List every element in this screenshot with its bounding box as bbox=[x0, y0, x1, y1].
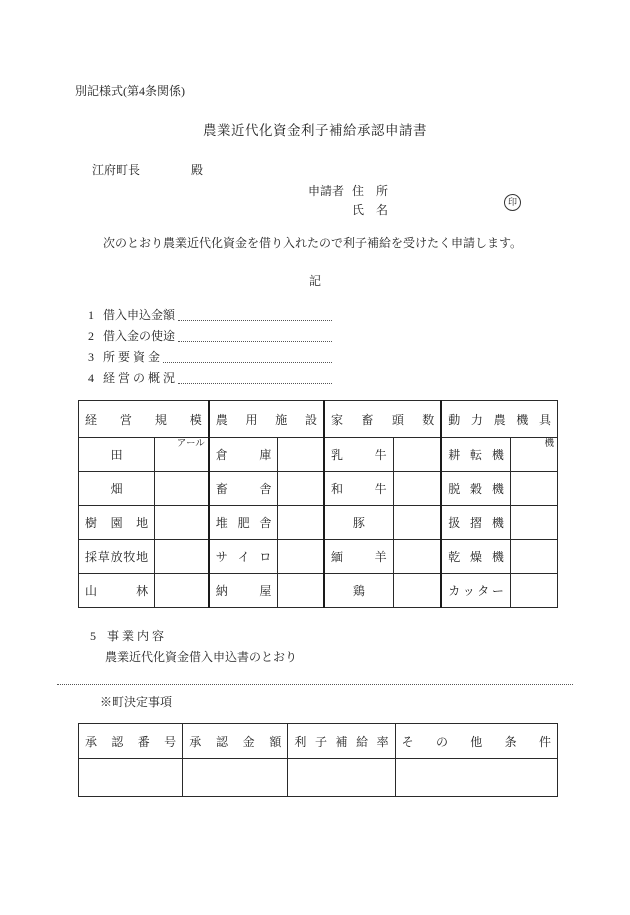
label-barn: 畜 舎 bbox=[209, 472, 278, 506]
value-chicken bbox=[393, 574, 441, 608]
applicant-name-label: 氏 名 bbox=[352, 203, 389, 217]
value-silo bbox=[278, 540, 324, 574]
value-approval-number bbox=[79, 759, 183, 797]
value-barn bbox=[278, 472, 324, 506]
dotted-leader bbox=[178, 382, 332, 384]
applicant-address-label: 住 所 bbox=[352, 184, 389, 198]
item-number: 4 bbox=[88, 371, 94, 385]
label-huller: 扱 摺 機 bbox=[441, 506, 510, 540]
item-label: 借入金の使途 bbox=[103, 329, 176, 343]
label-field: 畑 bbox=[79, 472, 155, 506]
value-field bbox=[155, 472, 209, 506]
section5-label: 事 業 内 容 bbox=[107, 629, 165, 643]
table-header-row bbox=[79, 401, 558, 438]
header-management-scale: 経 営 規 模 bbox=[79, 401, 209, 438]
header-farm-facilities: 農 用 施 設 bbox=[209, 401, 324, 438]
header-approval-number: 承 認 番 号 bbox=[79, 724, 183, 759]
item-label: 借入申込金額 bbox=[103, 308, 176, 322]
value-compost-shed bbox=[278, 506, 324, 540]
header-other-conditions: そ の 他 条 件 bbox=[395, 724, 557, 759]
value-pig bbox=[393, 506, 441, 540]
applicant-address-line bbox=[308, 182, 388, 199]
table-row bbox=[79, 472, 558, 506]
unit-are: アール bbox=[176, 439, 205, 449]
town-approval-table bbox=[78, 723, 558, 797]
value-thresher bbox=[510, 472, 557, 506]
section5-number: 5 bbox=[90, 629, 96, 643]
approval-header-row bbox=[79, 724, 558, 759]
applicant-label: 申請者 bbox=[308, 184, 345, 198]
value-huller bbox=[510, 506, 557, 540]
list-item-management-overview bbox=[88, 369, 332, 386]
label-thresher: 脱 穀 機 bbox=[441, 472, 510, 506]
header-interest-subsidy-rate: 利 子 補 給 率 bbox=[288, 724, 395, 759]
item-number: 2 bbox=[88, 329, 94, 343]
approval-value-row bbox=[79, 759, 558, 797]
label-warehouse: 倉 庫 bbox=[209, 438, 278, 472]
section5-heading bbox=[90, 627, 164, 644]
label-chicken: 鶏 bbox=[324, 574, 393, 608]
value-tiller bbox=[510, 438, 557, 472]
header-approval-amount: 承 認 金 額 bbox=[183, 724, 288, 759]
value-cutter bbox=[510, 574, 557, 608]
inkan-seal-icon: 印 bbox=[504, 194, 521, 211]
dotted-leader bbox=[178, 319, 332, 321]
item-label: 所 要 資 金 bbox=[103, 350, 161, 364]
form-style-note: 別記様式(第4条関係) bbox=[75, 84, 185, 98]
value-approval-amount bbox=[183, 759, 288, 797]
addressee-line bbox=[92, 161, 203, 178]
table-row bbox=[79, 438, 558, 472]
value-dairy-cattle bbox=[393, 438, 441, 472]
addressee-honorific: 殿 bbox=[191, 163, 204, 177]
label-tiller: 耕 転 機 bbox=[441, 438, 510, 472]
section5-content: 農業近代化資金借入申込書のとおり bbox=[105, 650, 298, 664]
list-item-loan-purpose bbox=[88, 327, 332, 344]
document-title: 農業近代化資金利子補給承認申請書 bbox=[203, 123, 427, 138]
item-number: 1 bbox=[88, 308, 94, 322]
label-dairy-cattle: 乳 牛 bbox=[324, 438, 393, 472]
label-orchard: 樹 園 地 bbox=[79, 506, 155, 540]
value-dryer bbox=[510, 540, 557, 574]
dotted-leader bbox=[163, 361, 332, 363]
label-forest: 山 林 bbox=[79, 574, 155, 608]
ki-heading: 記 bbox=[308, 274, 321, 288]
value-forest bbox=[155, 574, 209, 608]
table-row bbox=[79, 540, 558, 574]
label-wagyu: 和 牛 bbox=[324, 472, 393, 506]
value-interest-subsidy-rate bbox=[288, 759, 395, 797]
value-sheep bbox=[393, 540, 441, 574]
value-other-conditions bbox=[395, 759, 557, 797]
value-grazing-land bbox=[155, 540, 209, 574]
label-compost-shed: 堆 肥 舎 bbox=[209, 506, 278, 540]
header-powered-machinery: 動 力 農 機 具 bbox=[441, 401, 557, 438]
label-grazing-land: 採 草 放 牧 地 bbox=[79, 540, 155, 574]
label-sheep: 緬 羊 bbox=[324, 540, 393, 574]
value-wagyu bbox=[393, 472, 441, 506]
body-statement: 次のとおり農業近代化資金を借り入れたので利子補給を受けたく申請します。 bbox=[103, 236, 523, 250]
label-silo: サ イ ロ bbox=[209, 540, 278, 574]
management-overview-table bbox=[78, 400, 558, 608]
addressee-name: 江府町長 bbox=[92, 163, 141, 177]
label-cutter: カ ッ タ ー bbox=[441, 574, 510, 608]
value-orchard bbox=[155, 506, 209, 540]
label-shed: 納 屋 bbox=[209, 574, 278, 608]
item-number: 3 bbox=[88, 350, 94, 364]
header-livestock-count: 家 畜 頭 数 bbox=[324, 401, 441, 438]
cutoff-dotted-rule bbox=[57, 684, 573, 685]
label-paddy: 田 bbox=[79, 438, 155, 472]
list-item-required-funds bbox=[88, 348, 332, 365]
label-pig: 豚 bbox=[324, 506, 393, 540]
value-paddy bbox=[155, 438, 209, 472]
list-item-loan-amount bbox=[88, 306, 332, 323]
label-dryer: 乾 燥 機 bbox=[441, 540, 510, 574]
value-shed bbox=[278, 574, 324, 608]
dotted-leader bbox=[178, 340, 332, 342]
table-row bbox=[79, 574, 558, 608]
unit-machine: 機 bbox=[544, 439, 554, 449]
table-row bbox=[79, 506, 558, 540]
seal-mark bbox=[504, 194, 521, 211]
applicant-name-line bbox=[352, 201, 388, 218]
town-decision-note: ※町決定事項 bbox=[100, 695, 173, 709]
item-label: 経 営 の 概 況 bbox=[103, 371, 176, 385]
value-warehouse bbox=[278, 438, 324, 472]
